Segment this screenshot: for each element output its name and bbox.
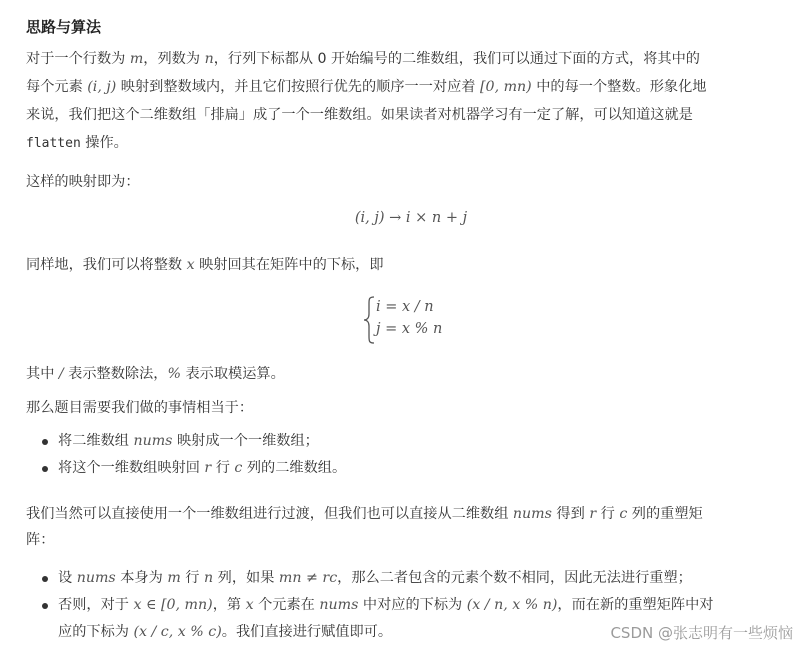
formula-mapping: (i, j) → i × n + j	[354, 210, 468, 226]
text: 将这个一维数组映射回	[58, 460, 205, 476]
text: ，那么二者包含的元素个数不相同，因此无法进行重塑；	[337, 570, 692, 586]
math-inequality: mn ≠ rc	[278, 570, 338, 586]
math-c: c	[234, 460, 243, 476]
paragraph-6-line-1	[26, 504, 703, 524]
bullet-icon	[42, 603, 48, 609]
text: ，第	[212, 597, 246, 613]
math-r: r	[589, 506, 597, 522]
text: ，而在新的重塑矩阵中对	[557, 597, 714, 613]
equation-j: j = x % n	[376, 321, 443, 337]
math-percent: %	[167, 366, 181, 382]
text: 映射回其在矩阵中的下标，即	[194, 257, 384, 273]
math-nums: nums	[133, 433, 173, 449]
math-n: n	[204, 51, 214, 67]
text: 个元素在	[253, 597, 320, 613]
math-n: n	[204, 570, 214, 586]
csdn-watermark: CSDN @张志明有一些烦恼	[610, 624, 793, 642]
math-nums: nums	[76, 570, 116, 586]
code-flatten: flatten	[26, 136, 81, 151]
text: 行	[180, 570, 204, 586]
text: 同样地，我们可以将整数	[26, 257, 187, 273]
text: 操作。	[80, 135, 128, 151]
text: 将二维数组	[58, 433, 134, 449]
text: 否则，对于	[58, 597, 134, 613]
text: 对于一个行数为	[26, 51, 130, 67]
text: ，列数为	[143, 51, 205, 67]
bullet-icon	[42, 466, 48, 472]
text: 本身为	[115, 570, 168, 586]
text: 得到	[551, 506, 590, 522]
list-item	[58, 431, 319, 451]
text: 中的每一个整数。形象化地	[531, 79, 707, 95]
math-m: m	[129, 51, 144, 67]
paragraph-1-line-2	[26, 77, 707, 97]
text: 行	[596, 506, 620, 522]
math-slash: /	[58, 366, 64, 382]
text: 每个元素	[26, 79, 88, 95]
paragraph-1-line-4	[26, 133, 128, 154]
text: 映射到整数域内，并且它们按照行优先的顺序一一对应着	[116, 79, 481, 95]
paragraph-1-line-3: 来说，我们把这个二维数组「排扁」成了一个一维数组。如果读者对机器学习有一定了解，可以知道这就是	[26, 107, 693, 123]
paragraph-3	[26, 255, 384, 275]
section-heading: 思路与算法	[26, 18, 102, 36]
text: 表示取模运算。	[180, 366, 285, 382]
math-ij: (i, j)	[87, 79, 117, 95]
text: 表示整数除法，	[63, 366, 168, 382]
paragraph-2: 这样的映射即为：	[26, 174, 140, 190]
paragraph-1-line-1	[26, 49, 700, 69]
text: 其中	[26, 366, 59, 382]
list-item-continuation	[58, 622, 392, 642]
math-domain: x ∈ [0, mn)	[133, 597, 213, 613]
math-x: x	[186, 257, 195, 273]
text: 列的二维数组。	[242, 460, 347, 476]
math-nums: nums	[512, 506, 552, 522]
math-r: r	[204, 460, 212, 476]
math-x: x	[245, 597, 254, 613]
math-index-n: (x / n, x % n)	[466, 597, 558, 613]
math-index-c: (x / c, x % c)	[133, 624, 222, 640]
bullet-icon	[42, 576, 48, 582]
text: 列的重塑矩	[627, 506, 703, 522]
text: 设	[58, 570, 77, 586]
left-brace-icon	[363, 296, 375, 344]
list-item	[58, 458, 346, 478]
math-m: m	[167, 570, 181, 586]
paragraph-5: 那么题目需要我们做的事情相当于：	[26, 400, 254, 416]
equation-i: i = x / n	[376, 299, 434, 315]
math-range: [0, mn)	[480, 79, 532, 95]
text: 映射成一个一维数组；	[172, 433, 319, 449]
text: ，行列下标都从 0 开始编号的二维数组，我们可以通过下面的方式，将其中的	[213, 51, 700, 67]
paragraph-4	[26, 364, 285, 384]
paragraph-6-line-2: 阵：	[26, 532, 55, 548]
text: 中对应的下标为	[358, 597, 467, 613]
math-c: c	[619, 506, 628, 522]
text: 列，如果	[213, 570, 279, 586]
list-item	[58, 595, 713, 615]
text: 应的下标为	[58, 624, 134, 640]
math-nums: nums	[319, 597, 359, 613]
text: 行	[211, 460, 235, 476]
text: 我们当然可以直接使用一个一维数组进行过渡，但我们也可以直接从二维数组	[26, 506, 513, 522]
list-item	[58, 568, 692, 588]
text: 。我们直接进行赋值即可。	[221, 624, 393, 640]
bullet-icon	[42, 439, 48, 445]
